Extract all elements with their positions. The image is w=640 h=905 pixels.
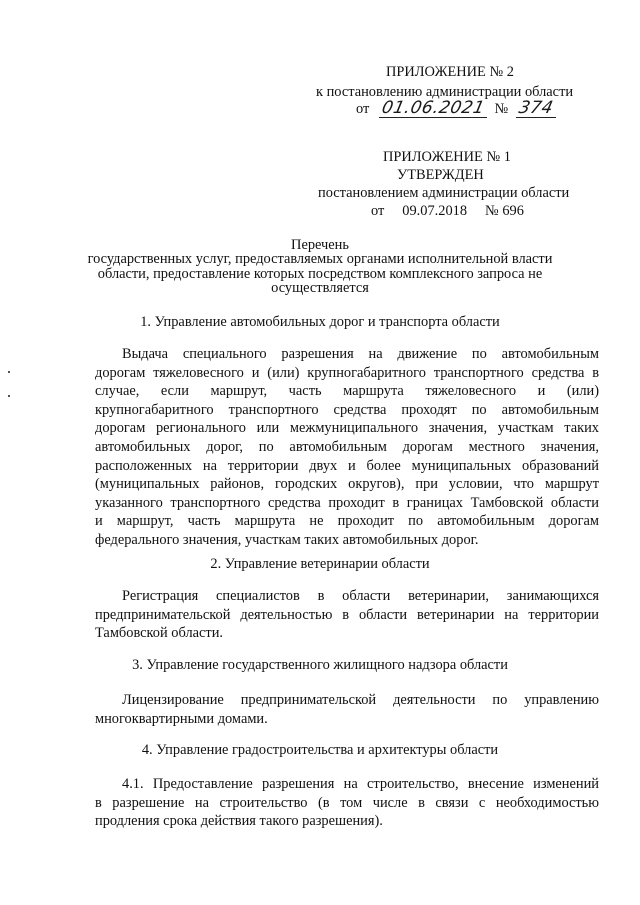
number-prefix: № xyxy=(494,101,509,117)
handwritten-number xyxy=(516,98,556,118)
section-title: 4. Управление градостроительства и архитектуры области xyxy=(141,742,499,758)
section-body xyxy=(95,775,599,831)
appendix1-subtitle: постановлением администрации области xyxy=(318,185,570,201)
body-line: многоквартирными домами. xyxy=(95,710,268,727)
appendix1-date-line: от 09.07.2018 № 696 xyxy=(371,203,524,219)
section-body xyxy=(95,345,599,550)
appendix1-approved: УТВЕРЖДЕН xyxy=(397,167,484,183)
date-prefix: от xyxy=(356,101,370,117)
list-heading-line: осуществляется xyxy=(271,280,369,296)
body-line: Выдача специального разрешения на движение по автомобильным xyxy=(122,346,599,362)
scan-mark xyxy=(8,371,10,373)
list-heading-line: государственных услуг, предоставляемых органами исполнительной власти xyxy=(87,251,553,267)
list-heading-line: области, предоставление которых посредством комплексного запроса не xyxy=(97,266,543,282)
handwritten-date xyxy=(379,98,487,118)
body-line: федерального значения, участкам таких автомобильных дорог. xyxy=(95,531,479,548)
section-body xyxy=(95,691,599,728)
body-line: предпринимательской деятельностью в области ветеринарии на территории xyxy=(95,606,599,623)
section-body xyxy=(95,587,599,643)
body-line: дорогам тяжеловесного и (или) крупногабаритного транспортного средства в xyxy=(95,364,599,381)
section-title: 3. Управление государственного жилищного надзора области xyxy=(132,657,508,673)
section-title: 2. Управление ветеринарии области xyxy=(210,556,430,572)
appendix1-title: ПРИЛОЖЕНИЕ № 1 xyxy=(383,149,511,165)
appendix2-subtitle: к постановлению администрации области xyxy=(316,84,574,100)
section-title: 1. Управление автомобильных дорог и транспорта области xyxy=(140,314,500,330)
body-line: Лицензирование предпринимательской деятельности по управлению xyxy=(122,692,599,708)
list-heading-word: Перечень xyxy=(291,237,349,253)
handwritten-number-value: 374 xyxy=(516,98,556,118)
body-line: в разрешение на строительство (в том числе в связи с необходимостью xyxy=(95,794,599,811)
body-line: (муниципальных районов, городских округов), при условии, что маршрут xyxy=(95,476,599,493)
body-line: крупногабаритного транспортного средства проходят по автомобильным xyxy=(95,401,599,418)
scan-mark xyxy=(8,395,10,397)
handwritten-date-value: 01.06.2021 xyxy=(379,98,487,118)
body-line: Регистрация специалистов в области ветеринарии, занимающихся xyxy=(122,588,599,604)
body-line: расположенных на территории двух и более муниципальных образований xyxy=(95,457,599,474)
body-line: продления срока действия такого разрешения). xyxy=(95,813,383,830)
body-line: указанного транспортного средства проходит в границах Тамбовской области xyxy=(95,494,599,511)
body-line: 4.1. Предоставление разрешения на строительство, внесение изменений xyxy=(122,776,599,792)
appendix2-date-line xyxy=(356,98,556,118)
body-line: дорогам регионального или межмуниципального значения, участкам таких xyxy=(95,420,599,437)
body-line: случае, если маршрут, часть маршрута тяжеловесного и (или) xyxy=(95,383,599,400)
body-line: и маршрут, часть маршрута не проходит по автомобильным дорогам xyxy=(95,513,599,530)
body-line: Тамбовской области. xyxy=(95,625,223,642)
appendix2-title: ПРИЛОЖЕНИЕ № 2 xyxy=(386,64,514,80)
body-line: автомобильных дорог, по автомобильным дорогам местного значения, xyxy=(95,438,599,455)
